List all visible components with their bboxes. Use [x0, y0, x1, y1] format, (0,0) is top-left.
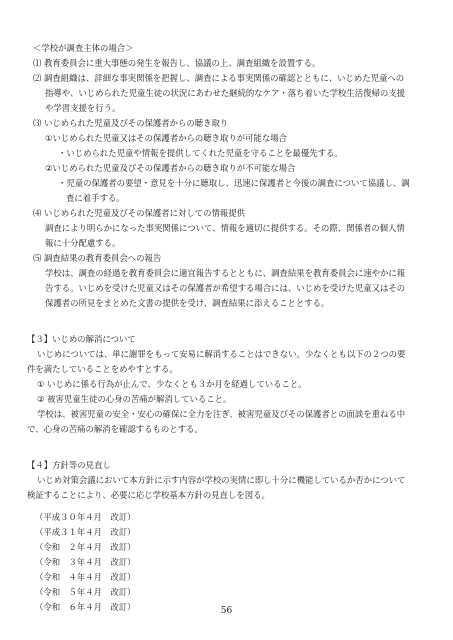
text-line: ・児童の保護者の要望・意見を十分に聴取し、迅速に保護者と今後の調査について協議し、調 [58, 178, 410, 188]
text-line: ⑸ 調査結果の教育委員会への報告 [33, 253, 162, 263]
revision-entry: （平成３１年４月 改訂） [35, 527, 136, 537]
text-line: 学校は、調査の経過を教育委員会に適宜報告するとともに、調査結果を教育委員会に速やかに報 [45, 268, 406, 278]
text-line: や学習支援を行う。 [45, 103, 121, 113]
revision-entry: （令和 ４年４月 改訂） [35, 572, 136, 582]
text-line: いじめについては、単に謝罪をもって安易に解消することはできない。少なくとも以下の２つの要 [37, 349, 406, 359]
revision-entry: （令和 ６年４月 改訂） [35, 602, 136, 612]
page-number: 56 [220, 606, 233, 616]
text-line: ⑴ 教育委員会に重大事態の発生を報告し、協議の上、調査組織を設置する。 [33, 58, 321, 68]
text-line: 学校は、被害児童の安全・安心の確保に全力を注ぎ、被害児童及びその保護者との面談を重ねる中 [37, 409, 406, 419]
revision-entry: （令和 ３年４月 改訂） [35, 557, 136, 567]
text-line: いじめ対策会議において本方針に示す内容が学校の実情に即し十分に機能しているか否かについて [37, 475, 406, 485]
text-line: 査に着手する。 [66, 193, 125, 203]
section-heading-review: 【４】方針等の見直し [27, 460, 111, 470]
text-line: 報に十分配慮する。 [45, 238, 121, 248]
subheading-school-led: ＜学校が調査主体の場合＞ [33, 43, 134, 53]
revision-entry: （平成３０年４月 改訂） [35, 512, 136, 522]
text-line: 指導や、いじめられた児童生徒の状況にあわせた継続的なケア・落ち着いた学校生活復帰の支援 [45, 88, 405, 98]
text-line: ⑶ いじめられた児童及びその保護者からの聴き取り [33, 118, 229, 128]
text-line: 告する。いじめを受けた児童又はその保護者が希望する場合には、いじめを受けた児童又はその [45, 283, 406, 293]
revision-entry: （令和 ２年４月 改訂） [35, 542, 136, 552]
section-heading-resolution: 【３】いじめの解消について [27, 334, 136, 344]
text-line: 保護者の所見をまとめた文書の提供を受け、調査結果に添えることとする。 [45, 298, 330, 308]
text-line: ① いじめに係る行為が止んで、少なくとも３か月を経過していること。 [37, 379, 307, 389]
text-line: で、心身の苦痛の解消を確認するものとする。 [27, 424, 203, 434]
text-line: ⑵ 調査組織は、詳細な事実関係を把握し、調査による事実関係の確認とともに、いじめた児童への [33, 73, 405, 83]
text-line: ・いじめられた児童や情報を提供してくれた児童を守ることを最優先する。 [58, 148, 343, 158]
text-line: 検証することにより、必要に応じ学校基本方針の見直しを図る。 [27, 490, 270, 500]
text-line: 調査により明らかになった事実関係について、情報を適切に提供する。その際、関係者の個人情 [45, 223, 405, 233]
text-line: 件を満たしていることをめやすとする。 [27, 364, 178, 374]
text-line: ⑷ いじめられた児童及びその保護者に対しての情報提供 [33, 208, 246, 218]
text-line: ②いじめられた児童及びその保護者からの聴き取りが不可能な場合 [45, 163, 296, 173]
text-line: ② 被害児童生徒の心身の苦痛が解消していること。 [37, 394, 232, 404]
revision-entry: （令和 ５年４月 改訂） [35, 587, 136, 597]
text-line: ①いじめられた児童又はその保護者からの聴き取りが可能な場合 [45, 133, 288, 143]
